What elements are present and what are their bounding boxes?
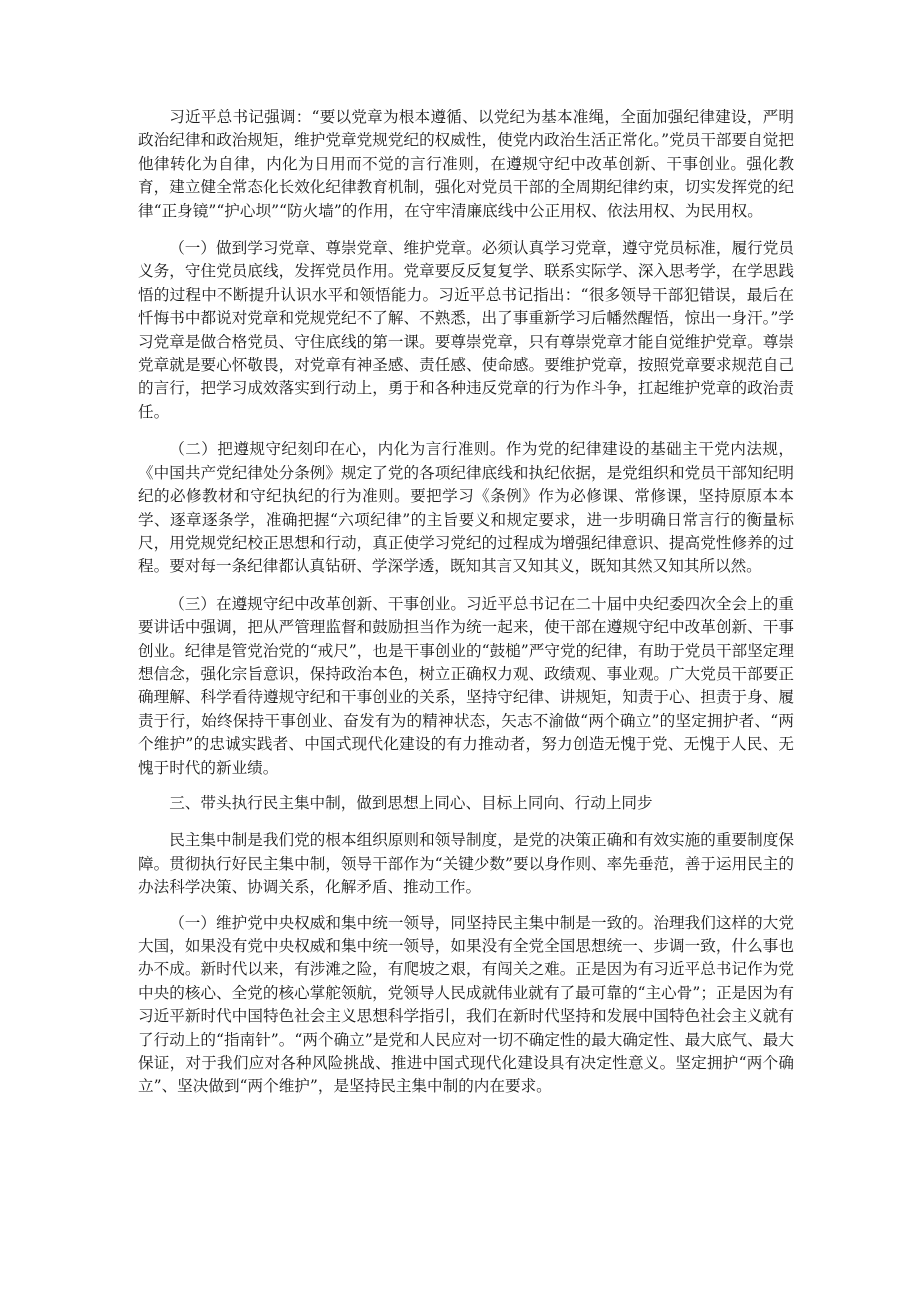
paragraph-subsection-1: （一）维护党中央权威和集中统一领导，同坚持民主集中制是一致的。治理我们这样的大党大国，如果没有党中央权威和集中统一领导，如果没有全党全国思想统一、步调一致，什么事也办不成。新时代以来，有涉滩之险，有爬坡之艰，有闯关之难。正是因为有习近平总书记作为党中央的核心、全党的核心掌舵领航，党领导人民成就伟业就有了最可靠的“主心骨”；正是因为有习近平新时代中国特色社会主义思想科学指引，我们在新时代坚持和发展中国特色社会主义就有了行动上的“指南针”。“两个确立”是党和人民应对一切不确定性的最大确定性、最大底气、最大保证，对于我们应对各种风险挑战、推进中国式现代化建设具有决定性意义。坚定拥护“两个确立”、坚决做到“两个维护”，是坚持民主集中制的内在要求。 [138, 913, 794, 1096]
document-body [138, 106, 794, 1113]
section-heading-3: 三、带头执行民主集中制，做到思想上同心、目标上同向、行动上同步 [169, 793, 653, 812]
paragraph-intro: 习近平总书记强调：“要以党章为根本遵循、以党纪为基本准绳，全面加强纪律建设，严明政治纪律和政治规矩，维护党章党规党纪的权威性，使党内政治生活正常化。”党员干部要自觉把他律转化为自律，内化为日用而不觉的言行准则，在遵规守纪中改革创新、干事创业。强化教育，建立健全常态化长效化纪律教育机制，强化对党员干部的全周期纪律约束，切实发挥党的纪律“正身镜”“护心坝”“防火墙”的作用，在守牢清廉底线中公正用权、依法用权、为民用权。 [138, 108, 794, 220]
paragraph-section-2: （二）把遵规守纪刻印在心，内化为言行准则。作为党的纪律建设的基础主干党内法规，《中国共产党纪律处分条例》规定了党的各项纪律底线和执纪依据，是党组织和党员干部知纪明纪的必修教材和守纪执纪的行为准则。要把学习《条例》作为必修课、常修课，坚持原原本本学、逐章逐条学，准确把握“六项纪律”的主旨要义和规定要求，进一步明确日常言行的衡量标尺，用党规党纪校正思想和行动，真正使学习党纪的过程成为增强纪律意识、提高党性修养的过程。要对每一条纪律都认真钻研、学深学透，既知其言又知其义，既知其然又知其所以然。 [138, 440, 794, 576]
paragraph-section-3: （三）在遵规守纪中改革创新、干事创业。习近平总书记在二十届中央纪委四次全会上的重要讲话中强调，把从严管理监督和鼓励担当作为统一起来，使干部在遵规守纪中改革创新、干事创业。纪律是管党治党的“戒尺”，也是干事创业的“鼓槌”严守党的纪律，有助于党员干部坚定理想信念，强化宗旨意识，保持政治本色，树立正确权力观、政绩观、事业观。广大党员干部要正确理解、科学看待遵规守纪和干事创业的关系，坚持守纪律、讲规矩，知责于心、担责于身、履责于行，始终保持干事创业、奋发有为的精神状态，矢志不渝做“两个确立”的坚定拥护者、“两个维护”的忠诚实践者、中国式现代化建设的有力推动者，努力创造无愧于党、无愧于人民、无愧于时代的新业绩。 [138, 594, 794, 777]
paragraph-democratic-centralism: 民主集中制是我们党的根本组织原则和领导制度，是党的决策正确和有效实施的重要制度保障。贯彻执行好民主集中制，领导干部作为“关键少数”要以身作则、率先垂范，善于运用民主的办法科学决策、协调关系，化解矛盾、推动工作。 [138, 831, 794, 897]
paragraph-section-1: （一）做到学习党章、尊崇党章、维护党章。必须认真学习党章，遵守党员标准，履行党员义务，守住党员底线，发挥党员作用。党章要反反复复学、联系实际学、深入思考学，在学思践悟的过程中不断提升认识水平和领悟能力。习近平总书记指出：“很多领导干部犯错误，最后在忏悔书中都说对党章和党规党纪不了解、不熟悉，出了事重新学习后幡然醒悟，惊出一身汗。”学习党章是做合格党员、守住底线的第一课。要尊崇党章，只有尊崇党章才能自觉维护党章。尊崇党章就是要心怀敬畏，对党章有神圣感、责任感、使命感。要维护党章，按照党章要求规范自己的言行，把学习成效落实到行动上，勇于和各种违反党章的行为作斗争，扛起维护党章的政治责任。 [138, 239, 794, 421]
